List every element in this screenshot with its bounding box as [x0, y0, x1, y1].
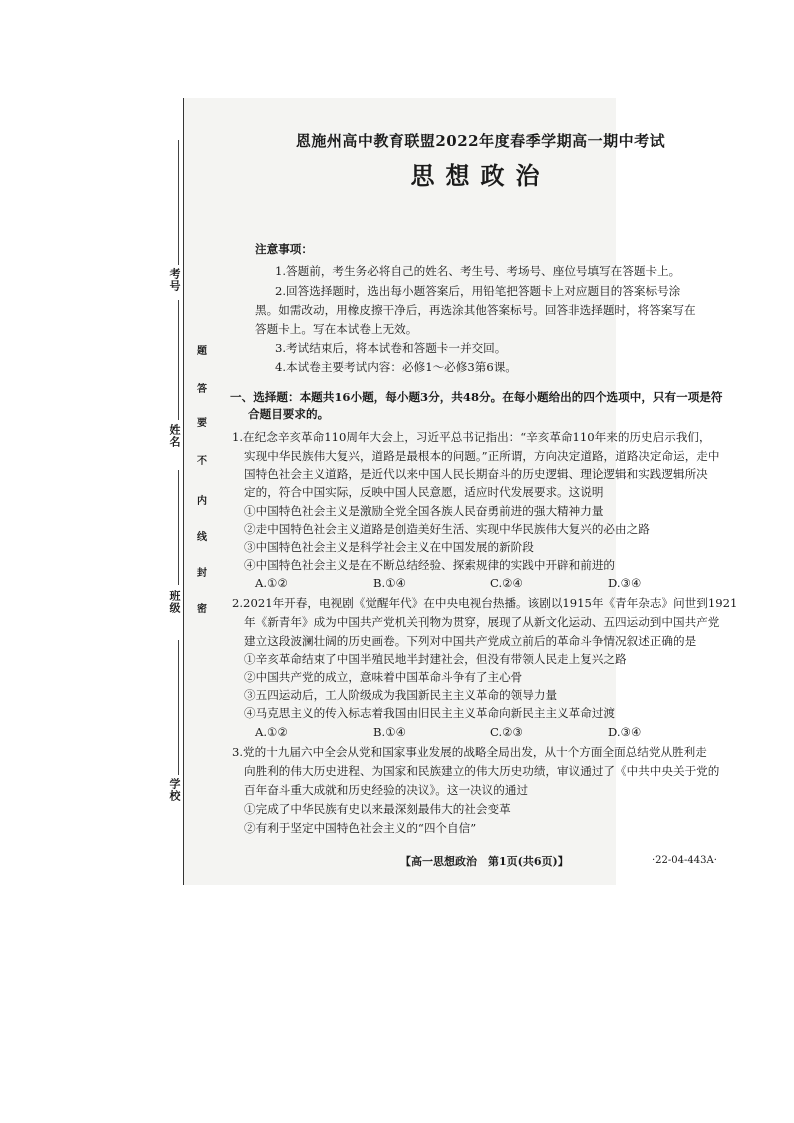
option-c: C.②③	[490, 725, 523, 739]
subject-title: 思想政治	[410, 161, 551, 190]
exam-title: 恩施州高中教育联盟2022年度春季学期高一期中考试	[295, 132, 666, 150]
question-stem: 2.2021年开春，电视剧《觉醒年代》在中央电视台热播。该剧以1915年《青年杂志》问世到1921	[232, 596, 738, 610]
question-item: ①完成了中华民族有史以来最深刻最伟大的社会变革	[244, 802, 511, 816]
question-stem: 建立这段波澜壮阔的历史画卷。下列对中国共产党成立前后的革命斗争情况叙述正确的是	[244, 634, 697, 648]
question-item: ①中国特色社会主义是激励全党全国各族人民奋勇前进的强大精神力量	[244, 504, 604, 518]
question-item: ④马克思主义的传入标志着我国由旧民主主义革命向新民主主义革命过渡	[244, 706, 616, 720]
question-item: ①辛亥革命结束了中国半殖民地半封建社会，但没有带领人民走上复兴之路	[244, 652, 627, 666]
field-school-label: 学校	[168, 778, 181, 802]
seal-char: 不	[197, 456, 207, 467]
seal-char: 要	[197, 418, 207, 429]
notice-line: 4.本试卷主要考试内容：必修1～必修3第6课。	[275, 360, 517, 374]
question-item: ③中国特色社会主义是科学社会主义在中国发展的新阶段	[244, 540, 534, 554]
option-d: D.③④	[608, 725, 642, 739]
notice-heading: 注意事项：	[255, 242, 313, 256]
seal-char: 密	[197, 604, 207, 615]
notice-line: 答题卡上。写在本试卷上无效。	[255, 322, 418, 336]
binding-line	[183, 98, 184, 885]
question-stem: 百年奋斗重大成就和历史经验的决议》。这一决议的通过	[244, 783, 529, 797]
question-item: ③五四运动后，工人阶级成为我国新民主主义革命的领导力量	[244, 688, 558, 702]
option-b: B.①④	[373, 576, 406, 590]
field-exam-number-line	[178, 140, 179, 265]
question-item: ②走中国特色社会主义道路是创造美好生活、实现中华民族伟大复兴的必由之路	[244, 522, 650, 536]
question-stem: 定的，符合中国实际，反映中国人民意愿，适应时代发展要求。这说明	[244, 485, 604, 499]
question-stem: 1.在纪念辛亥革命110周年大会上，习近平总书记指出：“辛亥革命110年来的历史启示我们，	[232, 430, 711, 444]
seal-char: 封	[197, 568, 207, 579]
field-name-label: 姓名	[168, 424, 181, 448]
seal-char: 题	[197, 346, 207, 357]
option-a: A.①②	[255, 725, 288, 739]
section-heading: 一、选择题：本题共16小题，每小题3分，共48分。在每小题给出的四个选项中，只有一项是符	[230, 390, 723, 404]
field-school-line	[178, 640, 179, 775]
section-heading-cont: 合题目要求的。	[248, 407, 330, 421]
seal-char: 线	[197, 532, 207, 543]
question-item: ④中国特色社会主义是在不断总结经验、探索规律的实践中开辟和前进的	[244, 558, 616, 572]
question-stem: 实现中华民族伟大复兴，道路是最根本的问题。”正所谓，方向决定道路，道路决定命运，走中	[244, 449, 720, 463]
notice-line: 3.考试结束后，将本试卷和答题卡一并交回。	[275, 341, 507, 355]
seal-char: 答	[197, 384, 207, 395]
notice-line: 1.答题前，考生务必将自己的姓名、考生号、考场号、座位号填写在答题卡上。	[275, 264, 681, 278]
option-a: A.①②	[255, 576, 288, 590]
question-item: ②有利于坚定中国特色社会主义的“四个自信”	[244, 821, 477, 835]
field-class-label: 班级	[168, 590, 181, 614]
option-d: D.③④	[608, 576, 642, 590]
question-stem: 3.党的十九届六中全会从党和国家事业发展的战略全局出发，从十个方面全面总结党从胜利走	[232, 745, 707, 759]
notice-line: 黑。如需改动，用橡皮擦干净后，再选涂其他答案标号。回答非选择题时，将答案写在	[255, 303, 696, 317]
option-c: C.②④	[490, 576, 523, 590]
field-exam-number-label: 考号	[168, 268, 181, 292]
question-stem: 向胜利的伟大历史进程、为国家和民族建立的伟大历史功绩，审议通过了《中共中央关于党的	[244, 764, 720, 778]
field-class-line	[178, 470, 179, 585]
exam-code: ·22-04-443A·	[652, 855, 717, 866]
question-stem: 国特色社会主义道路，是近代以来中国人民长期奋斗的历史逻辑、理论逻辑和实践逻辑所决	[244, 467, 708, 481]
question-stem: 年《新青年》成为中国共产党机关刊物为贯穿，展现了从新文化运动、五四运动到中国共产党	[244, 615, 720, 629]
seal-char: 内	[197, 496, 207, 507]
option-b: B.①④	[373, 725, 406, 739]
notice-line: 2.回答选择题时，选出每小题答案后，用铅笔把答题卡上对应题目的答案标号涂	[275, 284, 681, 298]
field-name-line	[178, 300, 179, 420]
question-item: ②中国共产党的成立，意味着中国革命斗争有了主心骨	[244, 670, 523, 684]
page-footer: 【高一思想政治 第1页(共6页)】	[400, 855, 569, 868]
